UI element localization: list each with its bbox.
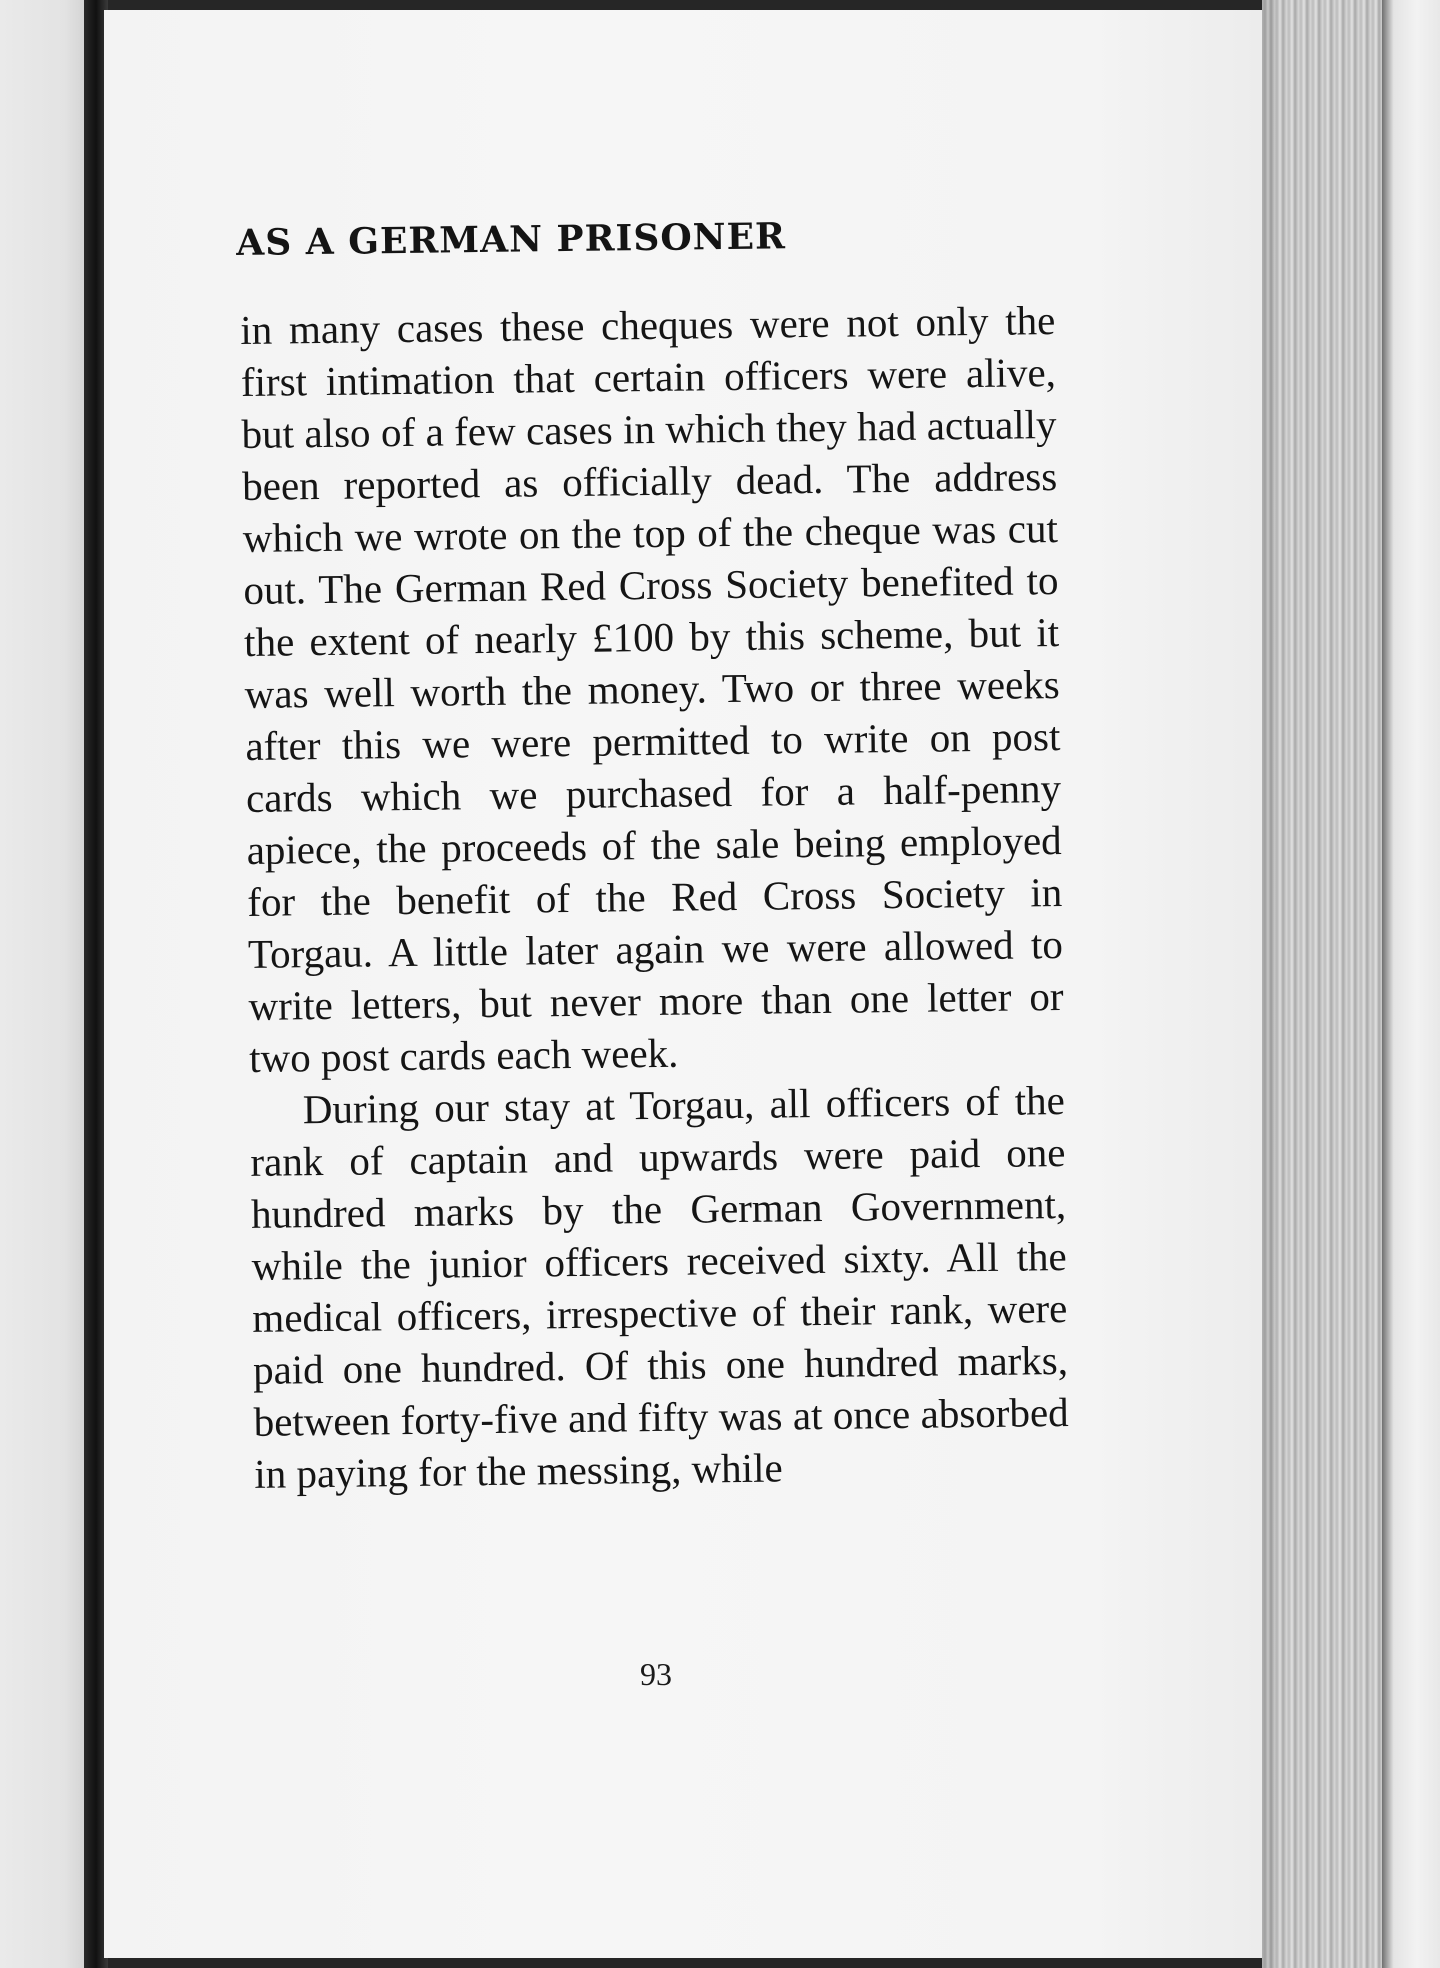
left-page-edge — [0, 0, 92, 1968]
page-number: 93 — [640, 1656, 672, 1692]
body-text — [240, 294, 1070, 1500]
cover-edge — [1382, 0, 1440, 1968]
running-head: AS A GERMAN PRISONER — [236, 215, 787, 264]
paragraph-1: in many cases these cheques were not only the first intimation that certain officers were alive, but also of a few cases in which they had actually been reported as officially dead. The address which we wrote on the top of the cheque was cut out. The German Red Cross Society benefited to the extent of nearly £100 by this scheme, but it was well worth the money. Two or three weeks after this we were permitted to write on post cards which we purchased for a half-penny apiece, the proceeds of the sale being employed for the benefit of the Red Cross Society in Torgau. A little later again we were allowed to write letters, but never more than one letter or two post cards each week. — [240, 297, 1064, 1081]
paragraph-2: During our stay at Torgau, all officers of the rank of captain and upwards were paid one hundred marks by the German Government, while the junior officers received sixty. All the medical officers, irrespective of their rank, were paid one hundred. Of this one hundred marks, between forty-five and fifty was at once absorbed in paying for the messing, while — [250, 1076, 1069, 1497]
page-edge-shadow — [1262, 0, 1282, 1968]
